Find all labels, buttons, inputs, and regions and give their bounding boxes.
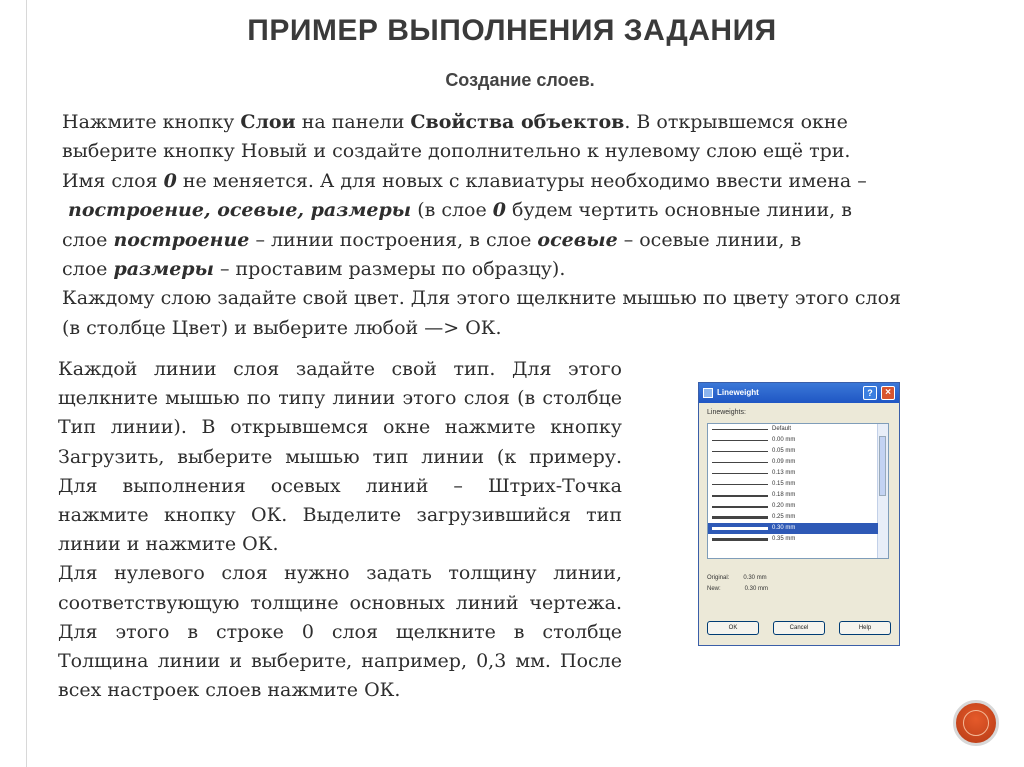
lineweight-sample (712, 429, 768, 430)
lineweight-option-label: 0.05 mm (772, 448, 796, 454)
app-icon (703, 388, 713, 398)
lineweight-option-label: 0.09 mm (772, 459, 796, 465)
lineweight-option[interactable] (708, 446, 878, 457)
text-line: слое построение – линии построения, в слое осевые – осевые линии, в (62, 228, 802, 251)
lineweight-option[interactable] (708, 512, 878, 523)
lineweight-option-label: 0.00 mm (772, 437, 796, 443)
instructions-left (58, 355, 622, 705)
slide-subtitle: Создание слоев. (445, 70, 595, 90)
lineweight-sample (712, 473, 768, 475)
lineweight-option-label: Default (772, 426, 792, 432)
left-border-line (26, 0, 27, 767)
lineweights-label: Lineweights: (707, 409, 746, 416)
lineweight-option[interactable] (708, 424, 878, 435)
lineweight-sample (712, 527, 768, 530)
lineweight-sample (712, 506, 768, 508)
help-icon[interactable]: ? (863, 386, 877, 400)
lineweight-info (707, 573, 768, 595)
lineweight-option[interactable] (708, 479, 878, 490)
text-line: Имя слоя 0 не меняется. А для новых с клавиатуры необходимо ввести имена – (62, 169, 867, 192)
lineweight-option-label: 0.35 mm (772, 536, 796, 542)
close-icon[interactable]: × (881, 386, 895, 400)
lineweight-sample (712, 495, 768, 497)
lineweight-sample (712, 516, 768, 519)
scroll-thumb[interactable] (879, 436, 886, 496)
lineweight-sample (712, 440, 768, 441)
help-button[interactable]: Help (839, 621, 891, 635)
lineweight-option[interactable] (708, 523, 878, 534)
lineweight-sample (712, 462, 768, 463)
lineweight-list[interactable] (707, 423, 889, 559)
lineweight-option[interactable] (708, 501, 878, 512)
original-value: 0.30 mm (743, 575, 767, 581)
lineweight-sample (712, 538, 768, 542)
slide-nav-button[interactable] (953, 700, 999, 746)
lineweight-sample (712, 484, 768, 486)
lineweight-option-label: 0.30 mm (772, 525, 796, 531)
dialog-title: Lineweight (717, 388, 759, 397)
new-label: New: (707, 586, 721, 592)
text-line: Нажмите кнопку Слои на панели Свойства объектов. В открывшемся окне (62, 111, 848, 133)
text-line: построение, осевые, размеры (в слое 0 будем чертить основные линии, в (68, 199, 852, 222)
text-line: слое размеры – проставим размеры по образцу). (62, 258, 566, 281)
instructions-top (62, 108, 982, 343)
text-line: выберите кнопку Новый и создайте дополнительно к нулевому слою ещё три. (62, 140, 851, 163)
lineweight-dialog (698, 382, 900, 646)
lineweight-option-label: 0.25 mm (772, 514, 796, 520)
lineweight-option[interactable] (708, 468, 878, 479)
slide-title: ПРИМЕР ВЫПОЛНЕНИЯ ЗАДАНИЯ (247, 14, 777, 47)
text-line: (в столбце Цвет) и выберите любой —> ОК. (62, 316, 502, 339)
dialog-titlebar (699, 383, 899, 403)
new-value: 0.30 mm (744, 586, 769, 592)
original-label: Original: (707, 575, 730, 581)
lineweight-option[interactable] (708, 435, 878, 446)
lineweight-option-label: 0.18 mm (772, 492, 796, 498)
ok-button[interactable]: OK (707, 621, 759, 635)
lineweight-option[interactable] (708, 490, 878, 501)
paragraph-lineweight: Для нулевого слоя нужно задать толщину линии, соответствующую толщине основных линий чертежа. Для этого в строке 0 слоя щелкните в столбце Толщина линии и выберите, например, 0,3 мм. После всех настроек слоев нажмите ОК. (58, 562, 622, 702)
nav-ring-icon (963, 710, 989, 736)
paragraph-linetype: Каждой линии слоя задайте свой тип. Для этого щелкните мышью по типу линии этого слоя (в столбце Тип линии). В открывшемся окне нажмите кнопку Загрузить, выберите мышью тип линии (к примеру. Для выполнения осевых линий – Штрих-Точка нажмите кнопку ОК. Выделите загрузившийся тип линии и нажмите ОК. (58, 358, 622, 556)
list-scrollbar[interactable] (877, 424, 888, 558)
lineweight-option-label: 0.20 mm (772, 503, 796, 509)
lineweight-sample (712, 451, 768, 452)
lineweight-option[interactable] (708, 534, 878, 545)
lineweight-option-label: 0.13 mm (772, 470, 796, 476)
cancel-button[interactable]: Cancel (773, 621, 825, 635)
lineweight-option[interactable] (708, 457, 878, 468)
lineweight-option-label: 0.15 mm (772, 481, 796, 487)
text-line: Каждому слою задайте свой цвет. Для этого щелкните мышью по цвету этого слоя (62, 287, 902, 310)
